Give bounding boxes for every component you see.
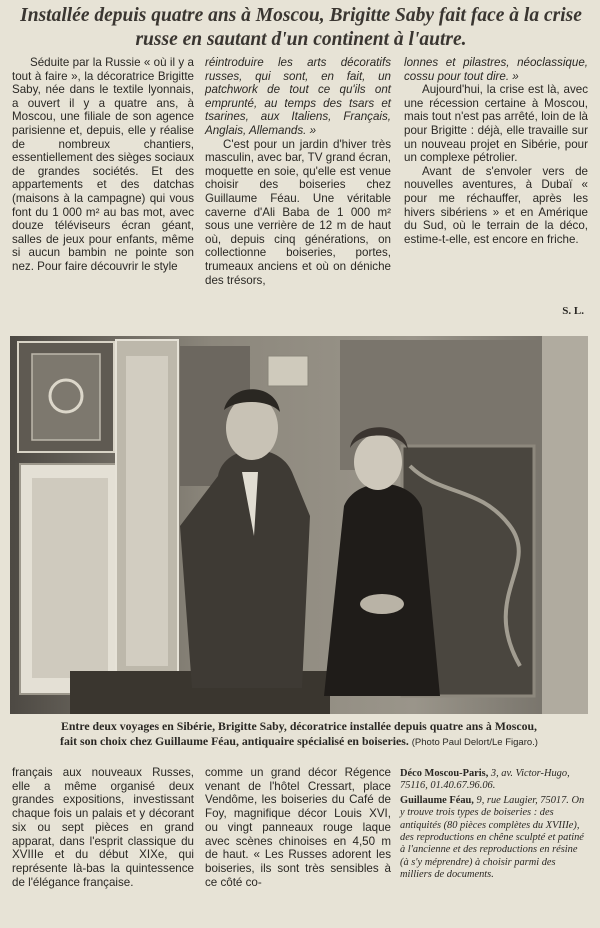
paragraph: Avant de s'envoler vers de nouvelles aventures, à Dubaï « pour me réchauffer, après les hivers sibériens » et en Amérique du Sud, où le terrain de la déco, estime-t-elle, est encore en friche. xyxy=(404,164,588,246)
paragraph: français aux nouveaux Russes, elle a même organisé deux grandes expositions, investissant chaque fois un palais et y décorant six ou sept pièces en grand apparat, dans l'esprit classique du XVIIIe et du début XIXe, qui représente là-bas la quintessence de l'élégance française. xyxy=(12,766,194,889)
paragraph: réintroduire les arts décoratifs russes, qui sont, en fait, un patchwork de tout ce qu'ils ont emprunté, au temps des tsars et tsarines, aux Italiens, Français, Anglais, Allemands. » xyxy=(205,56,391,137)
shop-address: 9, rue Laugier, 75017. xyxy=(476,794,569,806)
paragraph: C'est pour un jardin d'hiver très masculin, avec bar, TV grand écran, moquette en soie, qu'elle est venue choisir des boiseries chez Guillaume Féau. Une véritable caverne d'Ali Baba de 1 000 m² sous une verrière de 12 m de haut où, depuis cinq générations, on collectionne boiseries, portes, trumeaux anciens et où on déniche des trésors, xyxy=(205,137,391,287)
author-signature: S. L. xyxy=(562,305,584,317)
lower-column-2 xyxy=(205,766,391,889)
caption-text: fait son choix chez Guillaume Féau, antiquaire spécialisé en boiseries. xyxy=(60,734,409,748)
photo-caption xyxy=(10,719,588,750)
column-3 xyxy=(404,56,588,246)
shop-name: Guillaume Féau, xyxy=(400,794,474,806)
photo-illustration xyxy=(10,336,588,714)
shop-description: On y trouve trois types de boiseries : des antiquités (80 pièces complètes du XVIIIe), des reproductions en chêne sculpté et patiné à l'ancienne et des reproductions en résine (à s'y méprendre) à choisir parmi des milliers de documents. xyxy=(400,794,585,881)
address-box xyxy=(400,768,588,884)
paragraph: lonnes et pilastres, néoclassique, cossu pour tout dire. » xyxy=(404,56,588,83)
article-photo xyxy=(10,336,588,714)
photo-credit: (Photo Paul Delort/Le Figaro.) xyxy=(411,737,538,748)
column-2 xyxy=(205,56,391,287)
lower-column-1 xyxy=(12,766,194,889)
address-deco xyxy=(400,768,588,793)
shop-name: Déco Moscou-Paris, xyxy=(400,768,489,779)
paragraph: Aujourd'hui, la crise est là, avec une récession certaine à Moscou, mais tout n'est pas arrêté, loin de là pour Brigitte : déjà, elle travaille sur un nouveau projet en Sibérie, pour un complexe pétrolier. xyxy=(404,83,588,165)
caption-line-1: Entre deux voyages en Sibérie, Brigitte Saby, décoratrice installée depuis quatre ans à Moscou, xyxy=(60,719,537,733)
caption-line-2 xyxy=(10,734,588,750)
address-feau xyxy=(400,795,588,882)
shop-address: 3, av. Victor-Hugo, 75116, 01.40.67.96.06. xyxy=(400,768,570,792)
paragraph: Séduite par la Russie « où il y a tout à faire », la décoratrice Brigitte Saby, née dans le textile lyonnais, a ouvert il y a quatre ans, à Moscou, une filiale de son agence parisienne et, depuis, elle y réalise de nombreux chantiers, essentiellement des sièges sociaux de grandes sociétés. Et des appartements et des datchas (maisons à la campagne) qui vous font du 1 000 m² au bas mot, avec douze téléviseurs écran géant, salles de jeux pour enfants, même si aucun bambin ne pointe son nez. Pour faire découvrir le style xyxy=(12,56,194,273)
column-1 xyxy=(12,56,194,274)
article-headline: Installée depuis quatre ans à Moscou, Brigitte Saby fait face à la crise russe en sautant d'un continent à l'autre. xyxy=(20,5,582,50)
paragraph: comme un grand décor Régence venant de l'hôtel Cressart, place Vendôme, les boiseries du Café de Foy, magnifique décor Louis XVI, ou vingt panneaux rouge laque avec scènes chinoises en 4,50 m de haut. « Les Russes adorent les boiseries, ils sont très sensibles à ce côté co- xyxy=(205,766,391,889)
